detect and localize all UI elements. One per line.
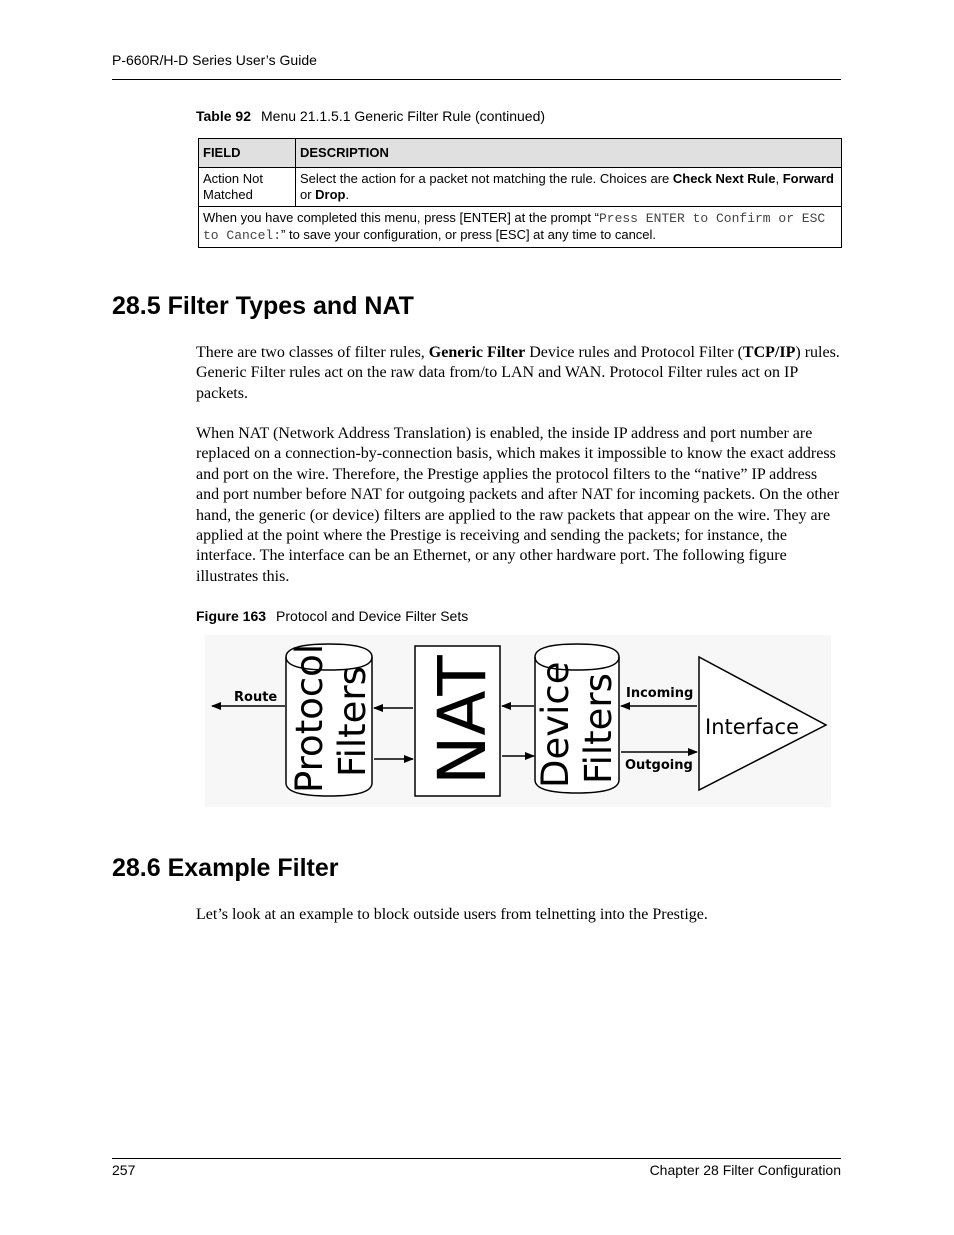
table-caption-text: Menu 21.1.5.1 Generic Filter Rule (continued)	[261, 108, 546, 124]
table-note-cell	[199, 207, 842, 248]
filter-rule-table	[198, 138, 842, 248]
chapter-title: Chapter 28 Filter Configuration	[649, 1162, 841, 1178]
term-tcp-ip: TCP/IP	[742, 344, 796, 361]
option-check-next-rule: Check Next Rule	[672, 171, 776, 186]
page-header-title: P-660R/H-D Series User’s Guide	[112, 52, 317, 68]
figure-caption-label: Figure 163	[196, 608, 267, 624]
separator: ,	[775, 171, 783, 186]
table-cell-description	[296, 168, 842, 207]
option-forward: Forward	[782, 171, 834, 186]
protocol-label: Protocol	[288, 643, 331, 793]
device-filters-label: Filters	[577, 673, 620, 784]
table-header-row	[199, 139, 842, 168]
table-caption	[196, 108, 545, 124]
protocol-filters-cylinder	[286, 644, 374, 796]
term-generic-filter: Generic Filter	[428, 344, 526, 361]
text: There are two classes of filter rules,	[196, 344, 429, 361]
table-cell-field: Action Not Matched	[199, 168, 296, 207]
paragraph-filter-classes	[196, 343, 841, 404]
figure-caption-text: Protocol and Device Filter Sets	[276, 608, 469, 624]
text: Device rules and Protocol Filter (	[525, 344, 743, 361]
table-row	[199, 168, 842, 207]
note-text-end: ” to save your configuration, or press [ESC] at any time to cancel.	[281, 227, 657, 242]
table-row-note	[199, 207, 842, 248]
separator: or	[300, 187, 316, 202]
filters-label: Filters	[331, 666, 374, 777]
header-divider	[112, 79, 841, 80]
period: .	[345, 187, 350, 202]
note-text: When you have completed this menu, press [ENTER] at the prompt “	[203, 210, 599, 225]
paragraph-nat: When NAT (Network Address Translation) is enabled, the inside IP address and port number are replaced on a connection-by-connection basis, which makes it impossible to know the exact address and port on the wire. Therefore, the Prestige applies the protocol filters to the “native” IP address and port number before NAT for outgoing packets and after NAT for incoming packets. On the other hand, the generic (or device) filters are applied to the raw packets that appear on the wire. They are applied at the point where the Prestige is receiving and sending the packets; for instance, the interface. The interface can be an Ethernet, or any other hardware port. The following figure illustrates this.	[196, 425, 840, 585]
option-drop: Drop	[315, 187, 346, 202]
nat-label: NAT	[424, 655, 501, 785]
description-text: Select the action for a packet not matching the rule. Choices are	[300, 171, 673, 186]
column-header-description: DESCRIPTION	[296, 139, 842, 168]
paragraph-example: Let’s look at an example to block outside users from telnetting into the Prestige.	[196, 906, 708, 923]
device-filters-cylinder	[534, 644, 620, 793]
footer-divider	[112, 1158, 841, 1159]
incoming-label: Incoming	[626, 686, 694, 701]
prompt-text: Press ENTER to Confirm or ESC to Cancel:	[203, 211, 826, 243]
filter-sets-diagram	[205, 635, 831, 807]
section-heading-example-filter: 28.6 Example Filter	[112, 854, 339, 882]
section-heading-filter-types: 28.5 Filter Types and NAT	[112, 292, 414, 320]
route-label: Route	[234, 690, 278, 705]
column-header-field: FIELD	[199, 139, 296, 168]
text: ) rules. Generic Filter rules act on the raw data from/to LAN and WAN. Protocol Filter rules act on IP packets.	[196, 344, 840, 402]
device-label: Device	[534, 661, 577, 788]
page-number: 257	[112, 1162, 136, 1178]
outgoing-label: Outgoing	[625, 758, 693, 773]
interface-label: Interface	[705, 715, 800, 739]
figure-caption	[196, 608, 468, 624]
table-caption-label: Table 92	[196, 108, 251, 124]
